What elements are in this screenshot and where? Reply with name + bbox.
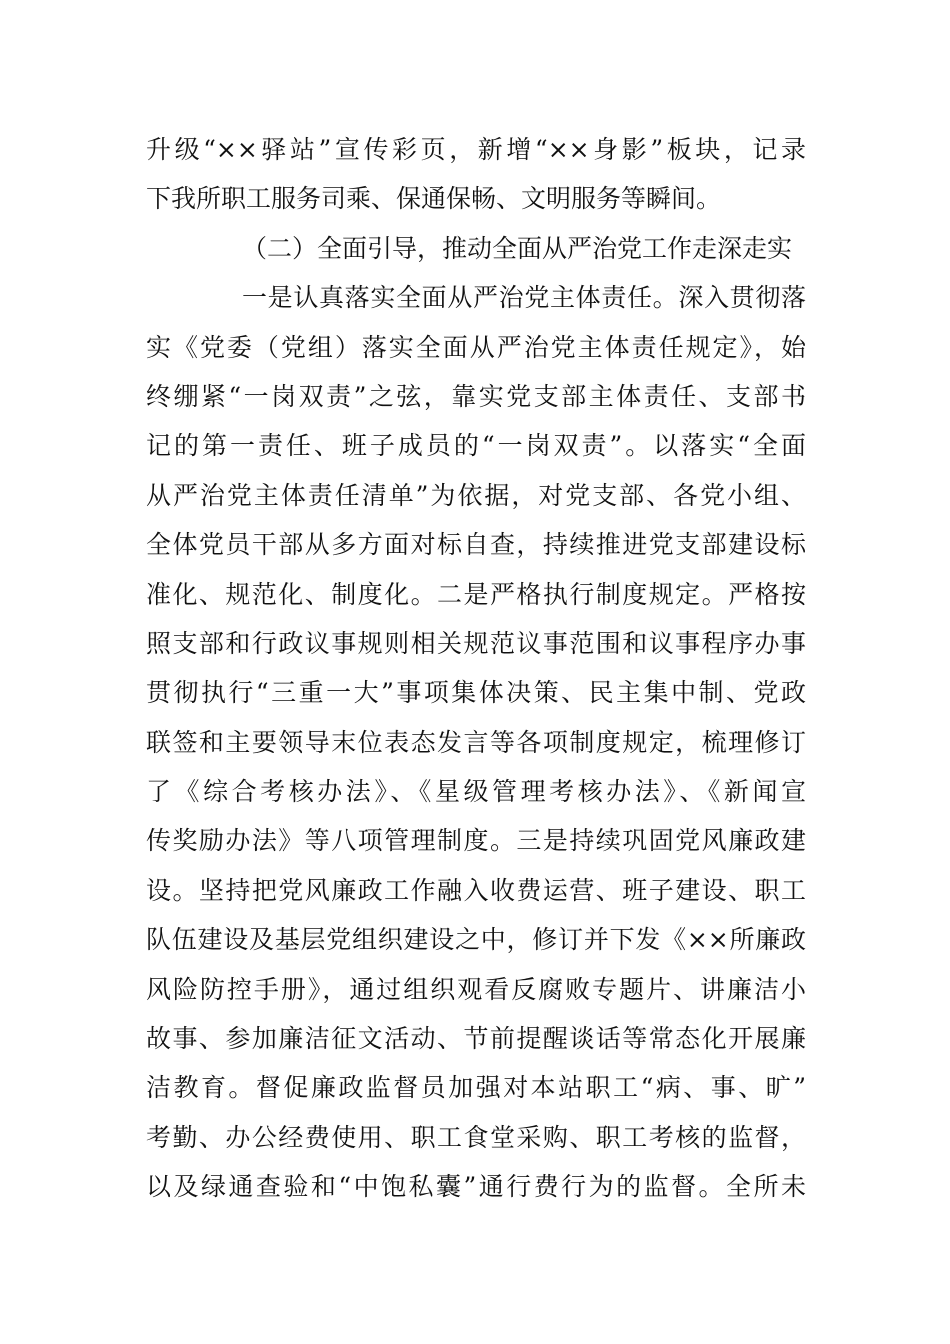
text-line: 了《综合考核办法》、《星级管理考核办法》、《新闻宣 [146,777,806,807]
text-line: 风险防控手册》，通过组织观看反腐败专题片、讲廉洁小 [146,974,806,1004]
text-line: 照支部和行政议事规则相关规范议事范围和议事程序办事 [146,628,806,658]
text-line: 全体党员干部从多方面对标自查，持续推进党支部建设标 [146,530,806,560]
text-line: 实《党委（党组）落实全面从严治党主体责任规定》，始 [146,332,806,362]
text-line: 以及绿通查验和“中饱私囊”通行费行为的监督。全所未 [146,1172,806,1202]
text-line: 洁教育。督促廉政监督员加强对本站职工“病、事、旷” [146,1073,806,1103]
text-line: 设。坚持把党风廉政工作融入收费运营、班子建设、职工 [146,875,806,905]
text-line: 升级“××驿站”宣传彩页，新增“××身影”板块，记录 [146,135,806,164]
text-line: 联签和主要领导末位表态发言等各项制度规定，梳理修订 [146,727,806,757]
paragraph-first-line: 一是认真落实全面从严治党主体责任。深入贯彻落 [242,283,806,313]
text-line: 传奖励办法》等八项管理制度。三是持续巩固党风廉政建 [146,826,806,856]
text-line: 队伍建设及基层党组织建设之中，修订并下发《××所廉政 [146,925,806,955]
text-line: 贯彻执行“三重一大”事项集体决策、民主集中制、党政 [146,678,806,708]
text-line: 终绷紧“一岗双责”之弦，靠实党支部主体责任、支部书 [146,381,806,411]
text-line: 准化、规范化、制度化。二是严格执行制度规定。严格按 [146,579,806,609]
text-line: 故事、参加廉洁征文活动、节前提醒谈话等常态化开展廉 [146,1024,806,1054]
text-line: 考勤、办公经费使用、职工食堂采购、职工考核的监督， [146,1122,806,1152]
text-line: 从严治党主体责任清单”为依据，对党支部、各党小组、 [146,480,806,510]
section-heading: （二）全面引导，推动全面从严治党工作走深走实 [242,233,793,263]
body-text [146,125,806,1212]
text-line: 记的第一责任、班子成员的“一岗双责”。以落实“全面 [146,431,806,461]
text-line: 下我所职工服务司乘、保通保畅、文明服务等瞬间。 [146,184,722,214]
